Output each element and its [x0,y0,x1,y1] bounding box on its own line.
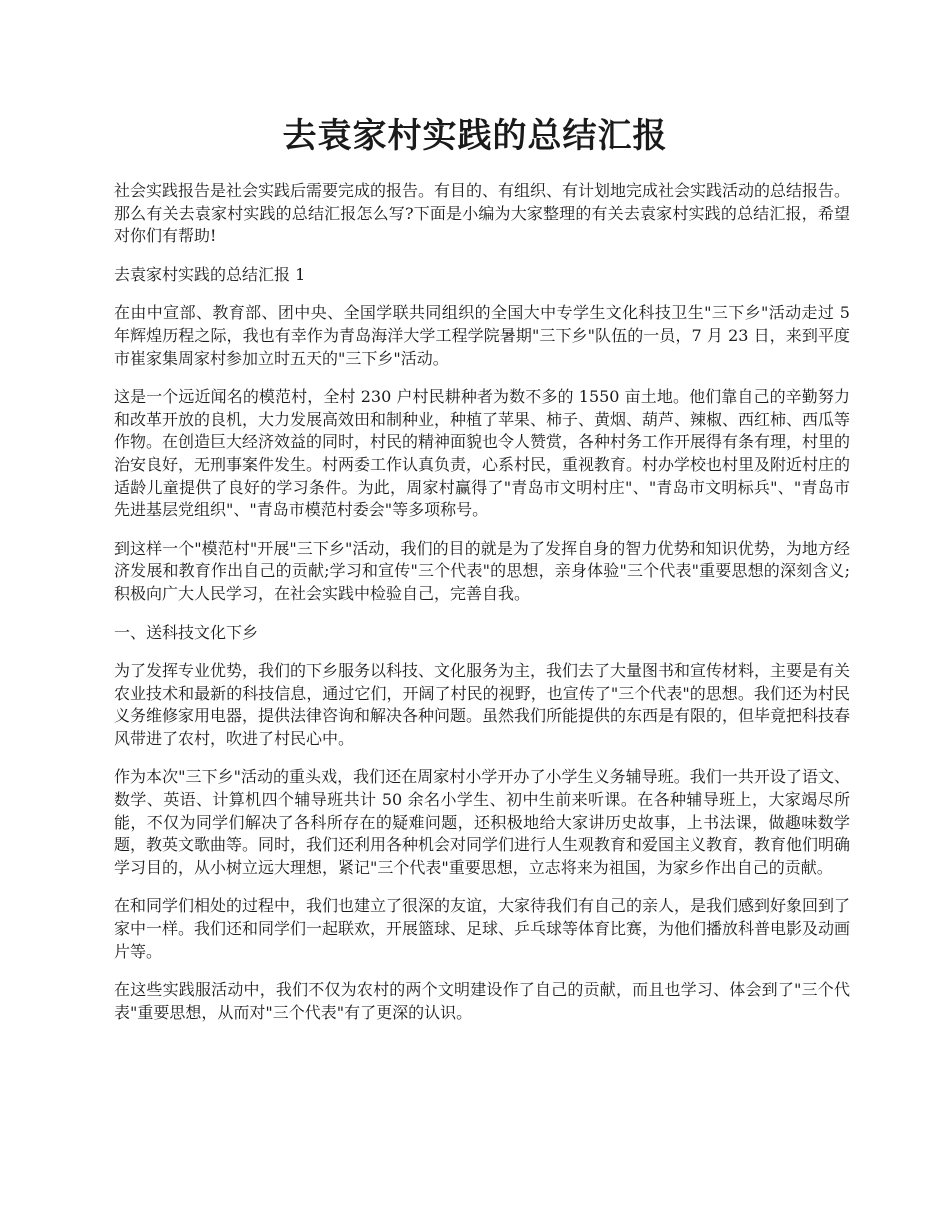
document-body [114,180,850,1040]
body-paragraph: 在和同学们相处的过程中，我们也建立了很深的友谊，大家待我们有自己的亲人，是我们感到好象回到了家中一样。我们还和同学们一起联欢，开展篮球、足球、乒乓球等体育比赛，为他们播放科普电影及动画片等。 [114,896,851,961]
body-paragraph: 为了发挥专业优势，我们的下乡服务以科技、文化服务为主，我们去了大量图书和宣传材料，主要是有关农业技术和最新的科技信息，通过它们，开阔了村民的视野，也宣传了"三个代表"的思想。我们还为村民义务维修家用电器，提供法律咨询和解决各种问题。虽然我们所能提供的东西是有限的，但毕竟把科技春风带进了农村，吹进了村民心中。 [114,661,851,748]
document-title: 去袁家村实践的总结汇报 [282,116,668,156]
body-paragraph: 这是一个远近闻名的模范村，全村 230 户村民耕种者为数不多的 1550 亩土地。他们靠自己的辛勤努力和改革开放的良机，大力发展高效田和制种业，种植了苹果、柿子、黄烟、葫芦、辣椒、西红柿、西瓜等作物。在创造巨大经济效益的同时，村民的精神面貌也令人赞赏，各种村务工作开展得有条有理，村里的治安良好，无刑事案件发生。村两委工作认真负责，心系村民，重视教育。村办学校也村里及附近村庄的适龄儿童提供了良好的学习条件。为此，周家村赢得了"青岛市文明村庄"、"青岛市文明标兵"、"青岛市先进基层党组织"、"青岛市模范村委会"等多项称号。 [114,387,851,520]
body-paragraph: 作为本次"三下乡"活动的重头戏，我们还在周家村小学开办了小学生义务辅导班。我们一共开设了语文、数学、英语、计算机四个辅导班共计 50 余名小学生、初中生前来听课。在各种辅导班上，大家竭尽所能，不仅为同学们解决了各科所存在的疑难问题，还积极地给大家讲历史故事，上书法课，做趣味数学题，教英文歌曲等。同时，我们还利用各种机会对同学们进行人生观教育和爱国主义教育，教育他们明确学习目的，从小树立远大理想，紧记"三个代表"重要思想，立志将来为祖国，为家乡作出自己的贡献。 [114,767,851,877]
intro-paragraph: 社会实践报告是社会实践后需要完成的报告。有目的、有组织、有计划地完成社会实践活动的总结报告。那么有关去袁家村实践的总结汇报怎么写?下面是小编为大家整理的有关去袁家村实践的总结汇报，希望对你们有帮助! [114,181,851,246]
body-paragraph: 在这些实践服活动中，我们不仅为农村的两个文明建设作了自己的贡献，而且也学习、体会到了"三个代表"重要思想，从而对"三个代表"有了更深的认识。 [114,980,850,1022]
body-paragraph: 在由中宣部、教育部、团中央、全国学联共同组织的全国大中专学生文化科技卫生"三下乡"活动走过 5 年辉煌历程之际，我也有幸作为青岛海洋大学工程学院暑期"三下乡"队伍的一员，7 月 23 日，来到平度市崔家集周家村参加立时五天的"三下乡"活动。 [114,303,850,368]
body-paragraph: 到这样一个"模范村"开展"三下乡"活动，我们的目的就是为了发挥自身的智力优势和知识优势，为地方经济发展和教育作出自己的贡献;学习和宣传"三个代表"的思想，亲身体验"三个代表"重要思想的深刻含义;积极向广大人民学习，在社会实践中检验自己，完善自我。 [114,538,850,603]
section-heading-report-1: 去袁家村实践的总结汇报 1 [114,264,306,284]
section-heading-tech-culture: 一、送科技文化下乡 [114,622,259,642]
